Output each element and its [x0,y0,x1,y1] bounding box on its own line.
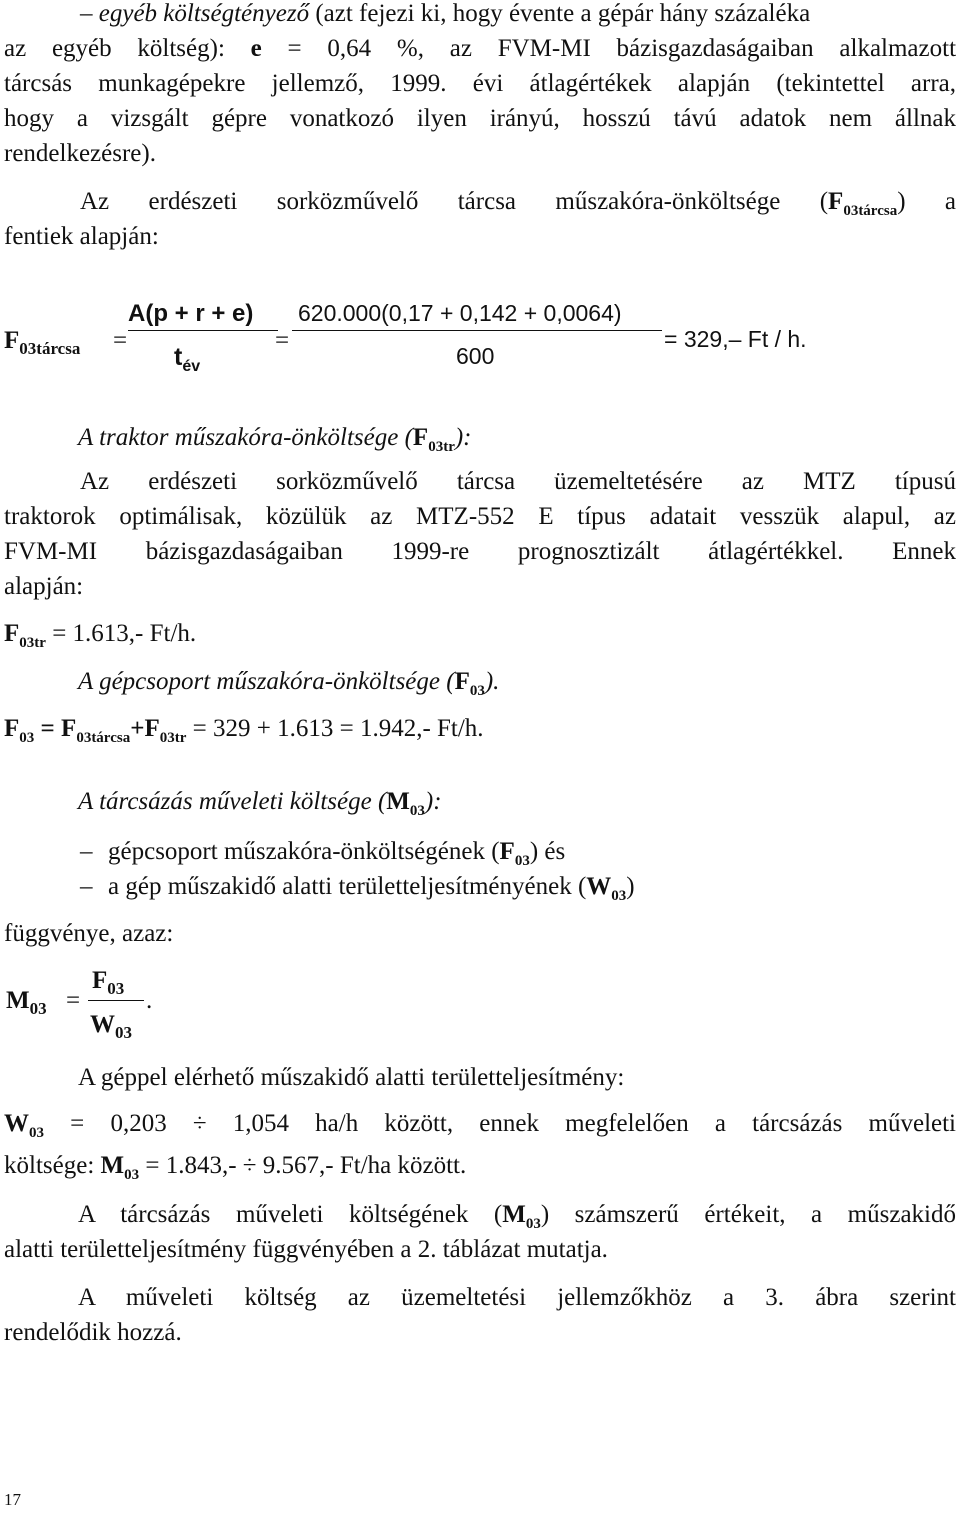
figure-ref-line-2: rendelődik hozzá. [4,1319,182,1346]
equation-f03tr: $F_{03tr} = 1.613,-$ Ft/h. [4,620,197,651]
cost-factor-line-2: az egyéb költség): e = 0,64 %, az FVM-MI bázisgazdaságaiban alkalmazott [4,35,957,62]
cost-factor-line-5: rendelkezésre). [4,140,156,167]
heading-machine-group-cost: A gépcsoport műszakóra-önköltsége $(F_{03})$. [78,668,500,699]
function-of-text: függvénye, azaz: [4,920,174,947]
fraction-bar [292,330,662,331]
performance-line-3: költsége: $M_{03} = 1.843,- \div 9.567,-$ Ft/ha között. [4,1152,467,1183]
list-item: – a gép műszakidő alatti területteljesítményének $(W_{03})$ [80,873,635,904]
numerator-numeric: 620.000(0,17 + 0,142 + 0,0064) [298,300,622,326]
fraction-bar [88,1000,144,1001]
fraction-bar [128,330,278,331]
table-ref-line-1: A tárcsázás műveleti költségének $(M_{03})$ számszerű értékeit, a műszakidő [78,1201,956,1232]
performance-line-2: $W_{03} = 0,203 \div 1,054$ ha/h között, ennek megfelelően a tárcsázás műveleti [4,1110,956,1141]
table-ref-line-2: alatti területteljesítmény függvényében a 2. táblázat mutatja. [4,1236,608,1263]
disc-cost-intro-line-1: Az erdészeti sorközművelő tárcsa műszakóra-önköltsége $(F_{03tárcsa})$ a [80,188,956,219]
disc-cost-intro-line-2: fentiek alapján: [4,223,159,250]
numerator: $F_{03}$ [92,967,125,998]
term-other-cost-factor: egyéb költségtényező [98,0,310,27]
cost-factor-line-4: hogy a vizsgált gépre vonatkozó ilyen irányú, hosszú távú adatok nem állnak [4,105,956,132]
text: (azt fejezi ki, hogy évente a gépár hány százaléka [315,0,811,27]
equation-f03: $F_{03} = F_{03tárcsa}+F_{03tr} = 329 + 1.613 = 1.942,-$ Ft/h. [4,715,484,746]
tractor-para-line-4: alapján: [4,573,84,600]
cost-factor-line-1 [80,0,956,30]
list-dash: – [80,838,93,865]
performance-line-1: A géppel elérhető műszakidő alatti területteljesítmény: [78,1064,625,1091]
heading-operation-cost: A tárcsázás műveleti költsége $(M_{03})$: [78,788,442,819]
list-dash: – [80,0,93,27]
tractor-para-line-3: FVM-MI bázisgazdaságaiban 1999-re prognosztizált átlagértékkel. Ennek [4,538,956,565]
denominator-symbolic: $t_{év}$ [174,343,201,375]
list-item: – gépcsoport műszakóra-önköltségének $(F_{03})$ és [80,838,566,869]
denominator-numeric: 600 [456,343,495,369]
heading-tractor-cost: A traktor műszakóra-önköltsége $(F_{03tr})$: [78,424,472,455]
tractor-para-line-1: Az erdészeti sorközművelő tárcsa üzemeltetésére az MTZ típusú [80,468,956,495]
cost-factor-line-3: tárcsás munkagépekre jellemző, 1999. évi átlagértékek alapján (tekintettel arra, [4,70,956,97]
figure-ref-line-1: A műveleti költség az üzemeltetési jellemzőkhöz a 3. ábra szerint [78,1284,956,1311]
denominator: $W_{03}$ [90,1011,132,1042]
tractor-para-line-2: traktorok optimálisak, közülük az MTZ-552 E típus adatait vesszük alapul, az [4,503,956,530]
symbol-e: e [250,35,262,62]
list-dash: – [80,873,93,900]
numerator-symbolic: A(p + r + e) [128,300,254,327]
formula-result: = 329,– Ft / h. [664,326,807,352]
page-number: 17 [4,1490,21,1509]
